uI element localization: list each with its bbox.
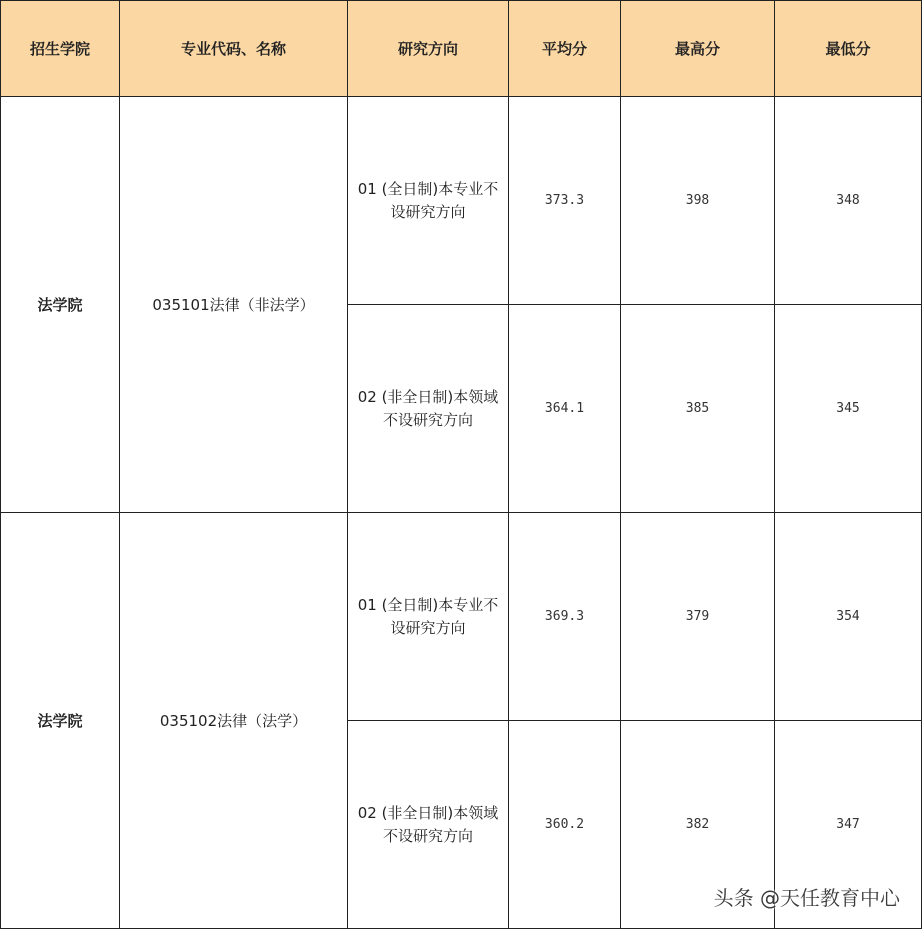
direction-cell [348, 513, 509, 721]
college-cell: 法学院 [1, 97, 120, 513]
watermark: 头条 @天任教育中心 [713, 886, 900, 910]
header-college: 招生学院 [1, 1, 120, 97]
max-score-cell: 385 [621, 305, 775, 513]
major-cell: 035101法律（非法学） [120, 97, 348, 513]
header-major: 专业代码、名称 [120, 1, 348, 97]
min-score-cell: 345 [775, 305, 922, 513]
max-score-cell: 379 [621, 513, 775, 721]
avg-score-cell: 364.1 [509, 305, 621, 513]
direction-text: 01 (全日制)本专业不设研究方向 [357, 595, 499, 637]
table-header-row [1, 1, 922, 97]
table-row [1, 97, 922, 305]
direction-text: 02 (非全日制)本领域不设研究方向 [357, 803, 499, 845]
avg-score-cell: 373.3 [509, 97, 621, 305]
direction-cell [348, 305, 509, 513]
max-score-cell: 398 [621, 97, 775, 305]
max-score-cell: 382 [621, 721, 775, 929]
college-cell: 法学院 [1, 513, 120, 929]
header-min: 最低分 [775, 1, 922, 97]
header-max: 最高分 [621, 1, 775, 97]
major-cell: 035102法律（法学） [120, 513, 348, 929]
avg-score-cell: 369.3 [509, 513, 621, 721]
direction-text: 01 (全日制)本专业不设研究方向 [357, 179, 499, 221]
avg-score-cell: 360.2 [509, 721, 621, 929]
min-score-cell: 348 [775, 97, 922, 305]
table-row [1, 513, 922, 721]
header-direction: 研究方向 [348, 1, 509, 97]
min-score-cell: 354 [775, 513, 922, 721]
min-score-cell: 347 [775, 721, 922, 929]
direction-cell [348, 721, 509, 929]
direction-cell [348, 97, 509, 305]
direction-text: 02 (非全日制)本领域不设研究方向 [357, 387, 499, 429]
header-avg: 平均分 [509, 1, 621, 97]
